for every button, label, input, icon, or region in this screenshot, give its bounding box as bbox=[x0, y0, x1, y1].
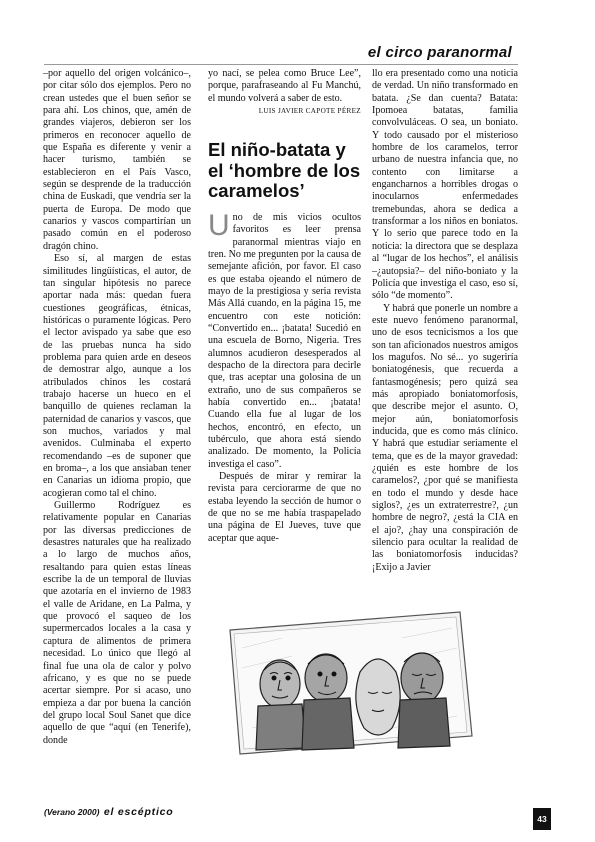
paragraph: Eso sí, al margen de estas similitudes lingüísticas, el autor, de tan singular hipótesis no parece aportar nada más: quedan fuera cuestiones geográficas, étnicas, históricas o puramente lógicas. Pero el lector avispado ya sabe que eso de las pruebas nunca ha sido problema para quien arde en deseos de demostrar algo, aunque a los atribulados chinos les costará trabajo hacerse un hueco en el banquillo de quienes reclaman la paternidad de canarios y vascos, que son muchos, variados y mal avenidos. Culminaba el experto recomendando –es de suponer que en broma–, a los que ansiaban tener en Canarias un idioma propio, que acogieran como tal el chino. bbox=[43, 253, 191, 499]
author-byline: LUIS JAVIER CAPOTE PÉREZ bbox=[258, 107, 361, 116]
page-number: 43 bbox=[533, 808, 551, 830]
lead-text: no de mis vicios ocultos favoritos es leer prensa paranormal mientras viajo en tren. No me pregunten por la causa de semejante afición, por favor. El caso es que estaba ojeando el número de mayo de la prestigiosa y seria revista Más Allá cuando, en la página 15, me encuentro con este notición: “Convertido en... ¡batata! Sucedió en una escuela de Borno, Nigeria. Tres alumnos acudieron desesperados al despacho de la directora para decirle que, tras aceptar una golosina de un extraño, uno de sus compañeros se había convertido en... ¡batata! Cuando ella fue al lugar de los hechos, encontró, en efecto, un tubérculo, que ahora está siendo analizado. De momento, la Policía investiga el caso”. bbox=[208, 211, 361, 470]
footer bbox=[44, 806, 174, 818]
paragraph: –por aquello del origen volcánico–, por citar sólo dos ejemplos. Pero no crean ustedes que el buen señor se para ahí. Los chinos, que, amén de grandes viajeros, debieron ser los primeros en reconocer aquello de que España es diferente y venir a hacer turismo, también se establecieron en el País Vasco, según se desprende de la traducción china de Euskadi, que vendría ser la puerta de Europa. De modo que canarios y vascos compartirían un pasado común en el poderoso dragón chino. bbox=[43, 68, 191, 252]
paragraph: yo nací, se pelea como Bruce Lee”, porque, parafraseando al Fu Manchú, el mundo volverá a saber de esto. bbox=[208, 68, 361, 104]
column-2 bbox=[208, 68, 361, 545]
paragraph: Después de mirar y remirar la revista para cerciorarme de que no estaba leyendo la sección de humor o de que no se me había traspapelado una página de El Jueves, tuve que aceptar que aque- bbox=[208, 471, 361, 544]
lead-paragraph bbox=[208, 208, 361, 471]
column-3 bbox=[372, 68, 518, 574]
three-figures-and-sweet-potato-icon bbox=[222, 608, 477, 756]
section-header: el circo paranormal bbox=[367, 44, 512, 61]
article-title: El niño-batata y el ‘hombre de los caramelos’ bbox=[208, 139, 361, 202]
issue-date: (Verano 2000) bbox=[44, 807, 100, 817]
drop-cap: U bbox=[208, 208, 230, 242]
header-divider bbox=[44, 64, 518, 65]
paragraph: llo era presentado como una noticia de verdad. Un niño transformado en batata. ¿Se dan cuenta? Batata: Ipomoea batatas, familia convolvuláceas. O sea, un boniato. Y todo causado por el misterioso hombre de los caramelos, terror urbano de nuestra infancia que, no contento con limitarse a engancharnos a horribles drogas o inocularnos enfermedades tremebundas, ahora se dedica a transformar a los niños en boniatos. Y lo serio que parece todo en la noticia: la directora que se desplaza al “lugar de los hechos”, el análisis –¿autopsia?– del niño-boniato y la Policía que investiga el caso, eso sí, sólo “de momento”. bbox=[372, 68, 518, 302]
paragraph: Guillermo Rodríguez es relativamente popular en Canarias por las diversas predicciones de desastres naturales que ha realizado a lo largo de muchos años, resaltando para quien estas líneas escribe la de un temporal de lluvias que azotaría en el invierno de 1983 el valle de Aridane, en La Palma, y que provocó el saqueo de los supermercados locales a la casa y captura de alimentos de primera necesidad. Lo único que llegó al final fue una ola de calor y polvo africano, y es que no se puede acertar siempre. Por si acaso, uno empieza a dar por buena la canción del grupo local Soul Sanet que dice aquello de que “aquí (en Tenerife), donde bbox=[43, 500, 191, 746]
paragraph: Y habrá que ponerle un nombre a este nuevo fenómeno paranormal, uno de esos tecnicismos a los que son tan aficionados nuestros amigos los magufos. No sé... yo sugeriría boniatogénesis, que recuerda a fantasmogénesis; pero quizá sea más apropiado boniatomorfosis, que describe mejor el asunto. O, mejor aún, boniatomorfosis inducida, que es como más clínico. Y habrá que estudiar seriamente el tema, que es de la mayor gravedad: ¿quién es este hombre de los caramelos?, ¿por qué se manifiesta en todo el mundo y desde hace siglos?, ¿es un extraterrestre?, ¿un hombre de negro?, ¿está la CIA en el ajo?, ¿hay una conspiración de silencio para ocultar la realidad de las boniatomorfosis inducidas? ¡Exijo a Javier bbox=[372, 302, 518, 573]
illustration bbox=[222, 608, 477, 756]
magazine-name: el escéptico bbox=[103, 806, 174, 818]
column-1 bbox=[43, 68, 191, 747]
